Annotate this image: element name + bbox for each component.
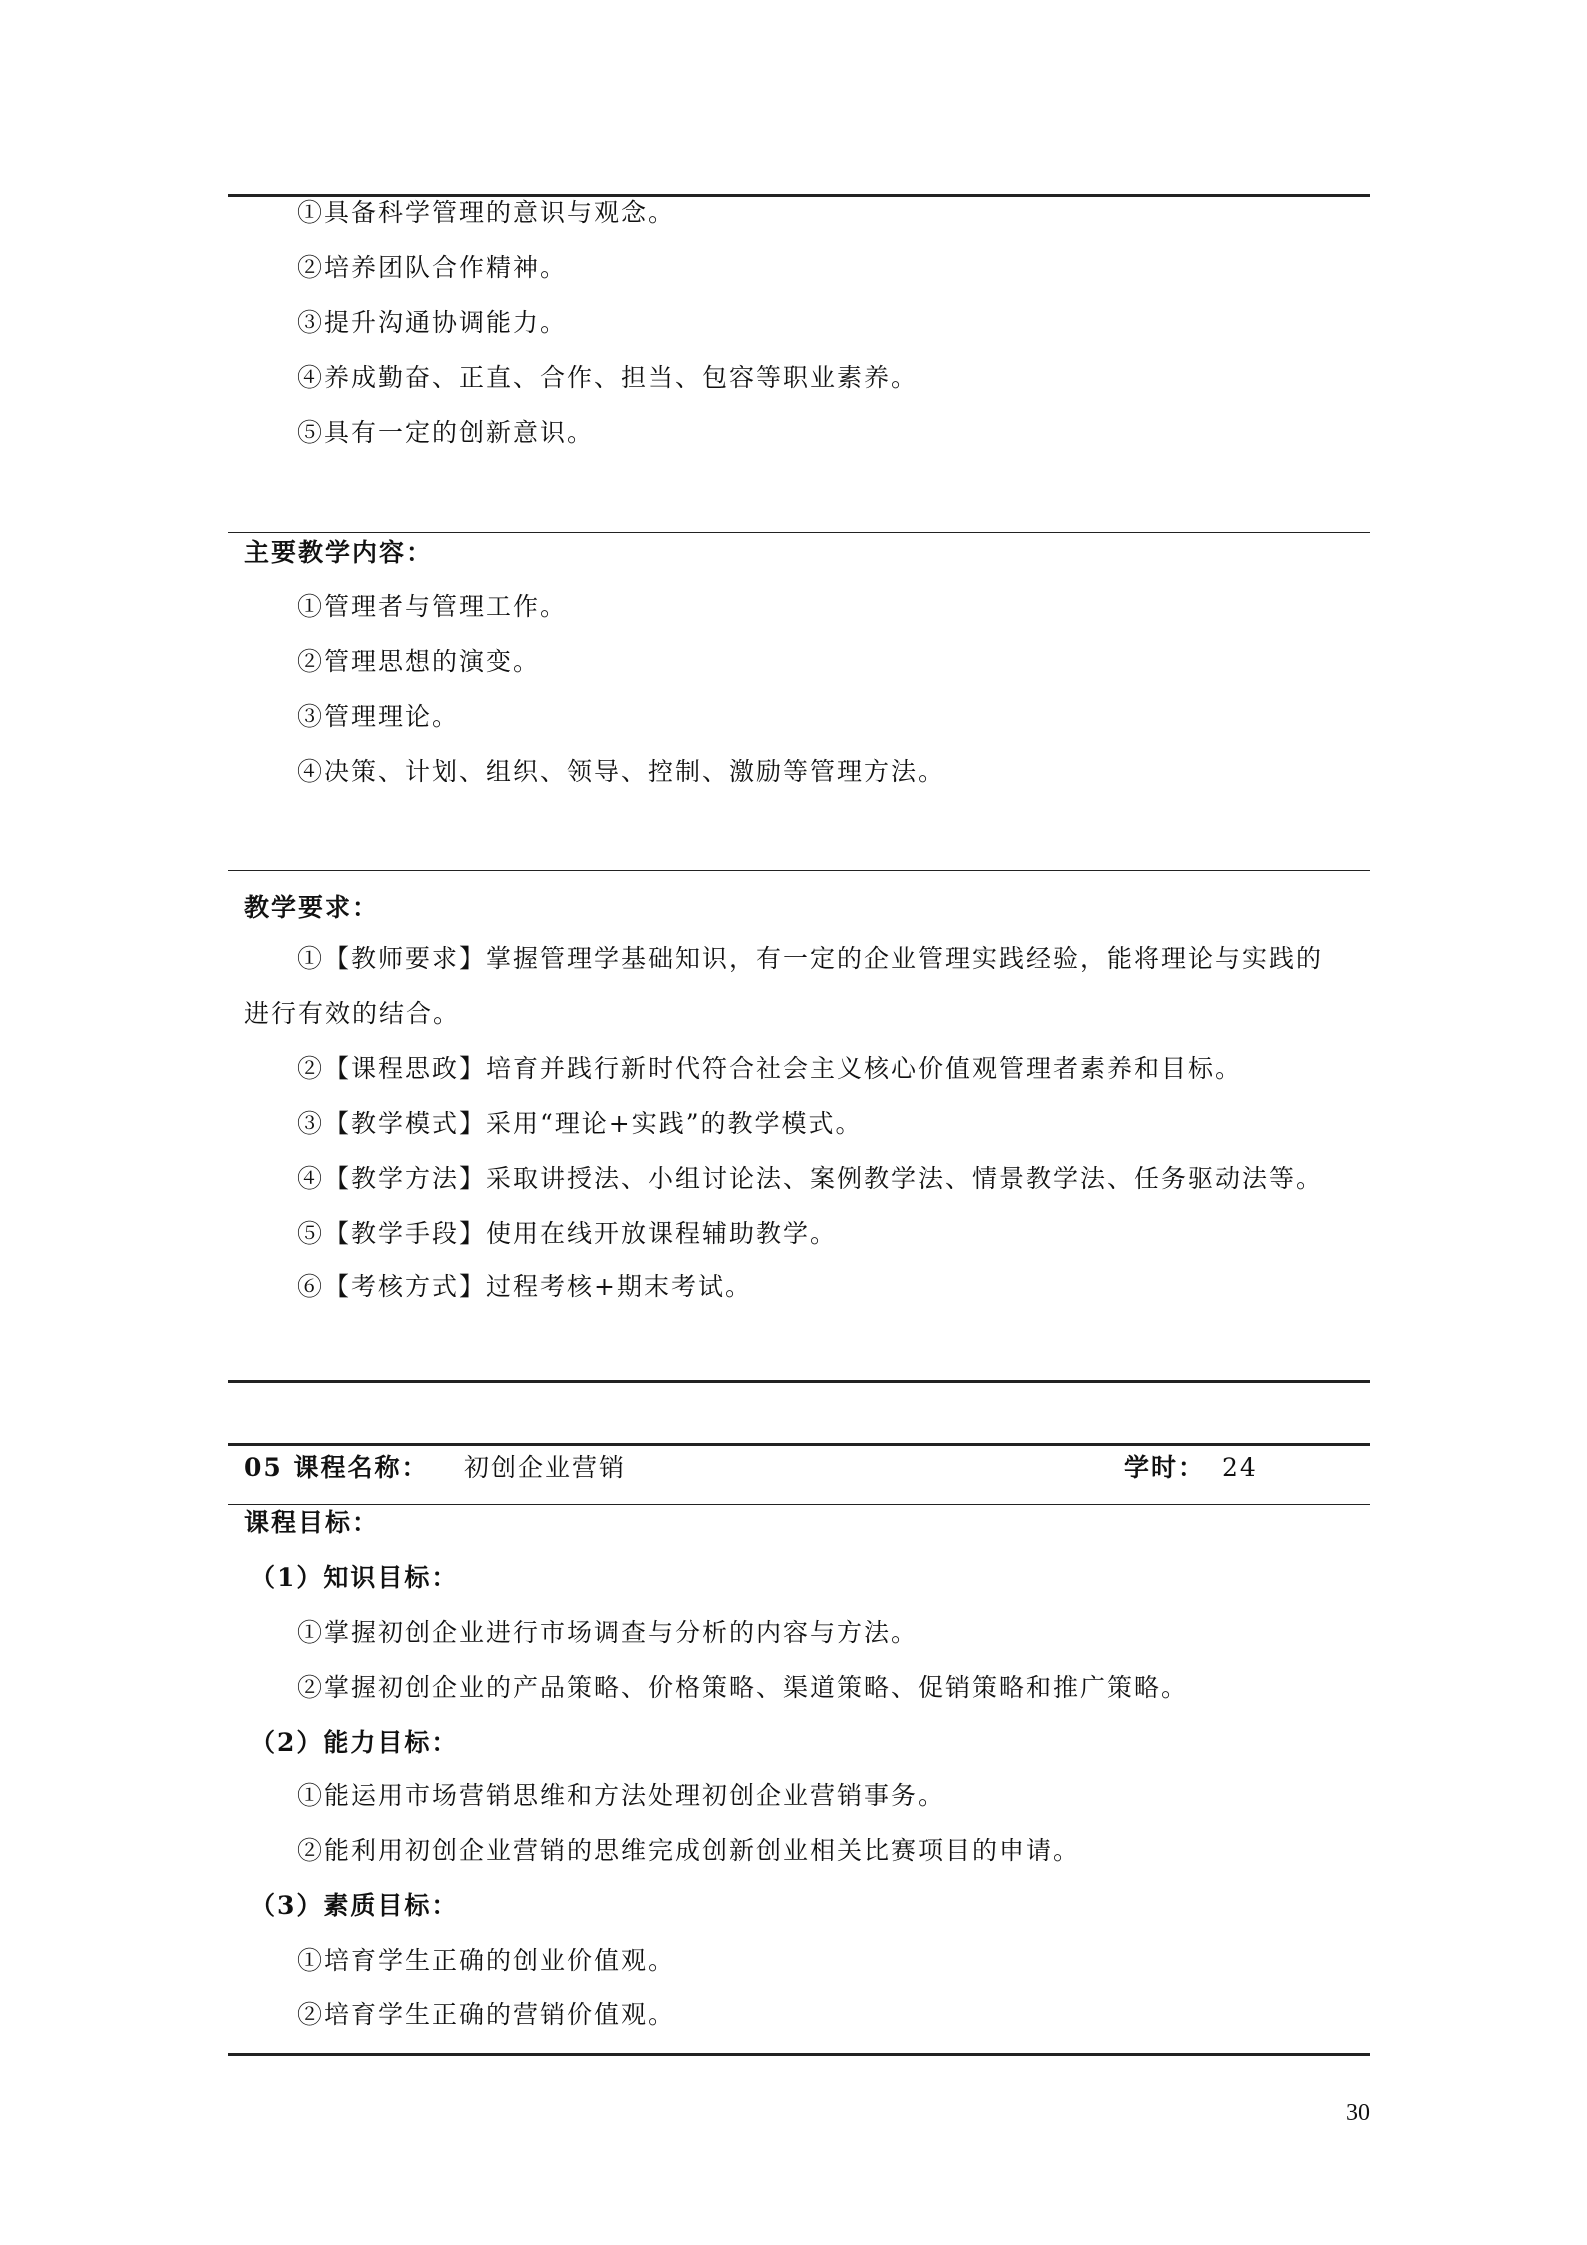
page-number: 30: [1346, 2100, 1370, 2126]
quality-goal-item: ②培育学生正确的营销价值观。: [297, 2000, 676, 2029]
content-item: ①管理者与管理工作。: [297, 592, 568, 621]
quality-item: ①具备科学管理的意识与观念。: [297, 198, 676, 227]
content-item: ③管理理论。: [297, 702, 460, 731]
table-rule: [228, 1504, 1370, 1505]
content-item: ④决策、计划、组织、领导、控制、激励等管理方法。: [297, 757, 946, 786]
quality-item: ④养成勤奋、正直、合作、担当、包容等职业素养。: [297, 363, 919, 392]
ability-heading: （2）能力目标：: [250, 1728, 459, 1757]
content-heading: 主要教学内容：: [244, 538, 434, 567]
quality-heading: （3）素质目标：: [250, 1891, 459, 1920]
table-rule: [228, 532, 1370, 533]
requirement-item: ②【课程思政】培育并践行新时代符合社会主义核心价值观管理者素养和目标。: [297, 1054, 1243, 1083]
ability-item: ①能运用市场营销思维和方法处理初创企业营销事务。: [297, 1781, 946, 1810]
table-rule: [228, 1380, 1370, 1383]
quality-goal-item: ①培育学生正确的创业价值观。: [297, 1946, 676, 1975]
course-hours-label: 学时：: [1124, 1453, 1206, 1482]
table-rule: [228, 870, 1370, 871]
requirement-item: ⑥【考核方式】过程考核+期末考试。: [297, 1272, 752, 1301]
quality-item: ③提升沟通协调能力。: [297, 308, 568, 337]
requirements-heading: 教学要求：: [244, 893, 380, 922]
requirement-item: ④【教学方法】采取讲授法、小组讨论法、案例教学法、情景教学法、任务驱动法等。: [297, 1164, 1324, 1193]
knowledge-item: ②掌握初创企业的产品策略、价格策略、渠道策略、促销策略和推广策略。: [297, 1673, 1189, 1702]
requirement-item-continuation: 进行有效的结合。: [244, 999, 461, 1028]
content-item: ②管理思想的演变。: [297, 647, 541, 676]
knowledge-item: ①掌握初创企业进行市场调查与分析的内容与方法。: [297, 1618, 919, 1647]
table-rule: [228, 2053, 1370, 2056]
ability-item: ②能利用初创企业营销的思维完成创新创业相关比赛项目的申请。: [297, 1836, 1081, 1865]
knowledge-heading: （1）知识目标：: [250, 1563, 459, 1592]
course-goals-heading: 课程目标：: [244, 1508, 380, 1537]
course-hours-value: 24: [1222, 1453, 1258, 1482]
requirement-item: ⑤【教学手段】使用在线开放课程辅助教学。: [297, 1219, 838, 1248]
course-name-label: 05 课程名称：: [244, 1453, 429, 1482]
course-name-value: 初创企业营销: [464, 1453, 627, 1482]
table-rule: [228, 1443, 1370, 1446]
quality-item: ⑤具有一定的创新意识。: [297, 418, 595, 447]
requirement-item: ①【教师要求】掌握管理学基础知识，有一定的企业管理实践经验，能将理论与实践的: [297, 944, 1324, 973]
quality-item: ②培养团队合作精神。: [297, 253, 568, 282]
requirement-item: ③【教学模式】采用“理论+实践”的教学模式。: [297, 1109, 863, 1138]
